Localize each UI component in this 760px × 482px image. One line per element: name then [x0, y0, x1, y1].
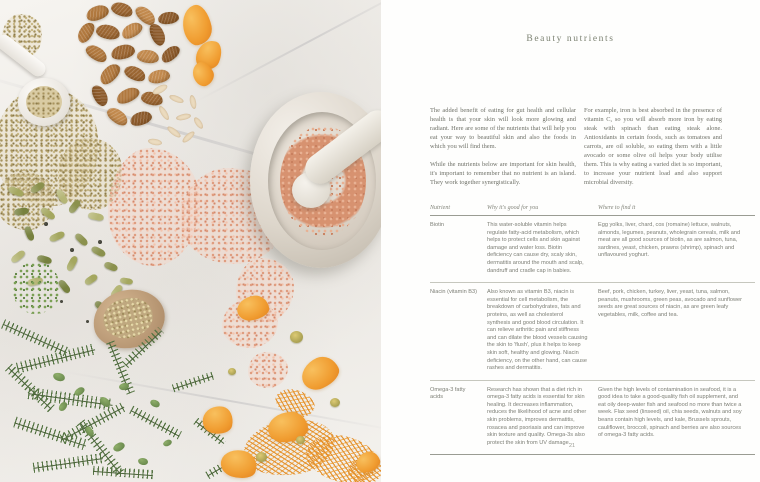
table-row-biotin	[430, 216, 755, 283]
chamomile-bud	[290, 331, 303, 343]
header-where: Where to find it	[598, 205, 636, 211]
cell-nutrient: Niacin (vitamin B3)	[430, 289, 477, 296]
chamomile-bud	[296, 436, 305, 444]
header-why: Why it's good for you	[487, 205, 539, 211]
nutrients-table	[430, 205, 755, 455]
cell-where: Beef, pork, chicken, turkey, liver, yeast, tuna, salmon, peanuts, mushrooms, green peas, avocado and sunflower seeds are great sources of niacin, as are green leafy vegetables, milk, coffee and tea.	[598, 289, 742, 318]
intro-paragraph: For example, iron is best absorbed in the presence of vitamin C, so you will absorb more iron by eating steak with spinach than eating steak alone. Antioxidants in certain foods, such as tomatoes and carrots, are oil soluble, so eating them with a little avocado or some olive oil helps your body utilise them. This is why eating a varied diet is so important, to increase your nutrient load and also support microbial diversity.	[584, 107, 722, 186]
cell-why: This water-soluble vitamin helps regulate fatty-acid metabolism, which helps to protect cells and skin against damage and water loss. Biotin deficiency can cause dry, scaly skin, dermatitis around the mouth and scalp, dandruff and cradle cap in babies.	[487, 222, 584, 274]
text-page	[381, 0, 760, 482]
cell-why: Also known as vitamin B3, niacin is essential for cell metabolism, the breakdown of carbohydrates, fats and proteins, as well as cholesterol synthesis and good blood circulation. It can relieve arthritic pain and stiffness and can dilate the blood vessels causing the skin to 'flush', plus it helps to keep skin soft, healthy and glowing. Niacin deficiency, on the other hand, can cause rashes and dermatitis.	[487, 289, 588, 372]
table-header-row	[430, 205, 755, 216]
intro-paragraph: The added benefit of eating for gut health and cellular health is that your skin will look more glowing and radiant. Here are some of the nutrients that will help you eat your way to beautiful skin and also the foods in which you will find them.	[430, 107, 576, 150]
cell-where: Egg yolks, liver, chard, cos (romaine) lettuce, walnuts, almonds, legumes, peanuts, wholegrain cereals, milk and meat are all good sources of biotin, as are salmon, tuna, sardines, yeast, chicken, prawns (shrimp), spinach and unflavoured yoghurt.	[598, 222, 741, 259]
intro-column-left	[430, 106, 576, 196]
intro-text	[430, 106, 722, 196]
chamomile-bud	[330, 398, 340, 407]
page-number: 21	[568, 443, 576, 449]
cell-why: Research has shown that a diet rich in omega-3 fatty acids is essential for skin healing. It decreases inflammation, reduces the likelihood of acne and other skin problems, improves dermatitis, rosacea and psoriasis and can improve skin texture and quality. Omega-3s also protect the skin from UV damage.	[487, 386, 587, 446]
intro-paragraph: While the nutrients below are important for skin health, it's important to remember that no nutrient is an island. They work together synergistically.	[430, 161, 576, 186]
cell-nutrient: Biotin	[430, 222, 444, 228]
chamomile-bud	[228, 368, 236, 375]
cell-where: Given the high levels of contamination in seafood, it is a good idea to take a good-quality fish oil supplement, and eat oily deep-water fish and seafood no more than twice a week. Flax seed (linseed) oil, chia seeds, walnuts and soy beans contain high levels, and kale, Brussels sprouts, cauliflower, broccoli, spinach and berries are also sources of omega-3 fatty acids.	[598, 386, 742, 439]
chamomile-bud	[256, 452, 267, 462]
cell-nutrient: Omega-3 fatty acids	[430, 386, 466, 401]
intro-column-right	[584, 106, 722, 196]
page-title: Beauty nutrients	[526, 34, 615, 44]
table-row-omega3	[430, 381, 755, 456]
table-row-niacin	[430, 283, 755, 381]
header-nutrient: Nutrient	[430, 205, 451, 211]
